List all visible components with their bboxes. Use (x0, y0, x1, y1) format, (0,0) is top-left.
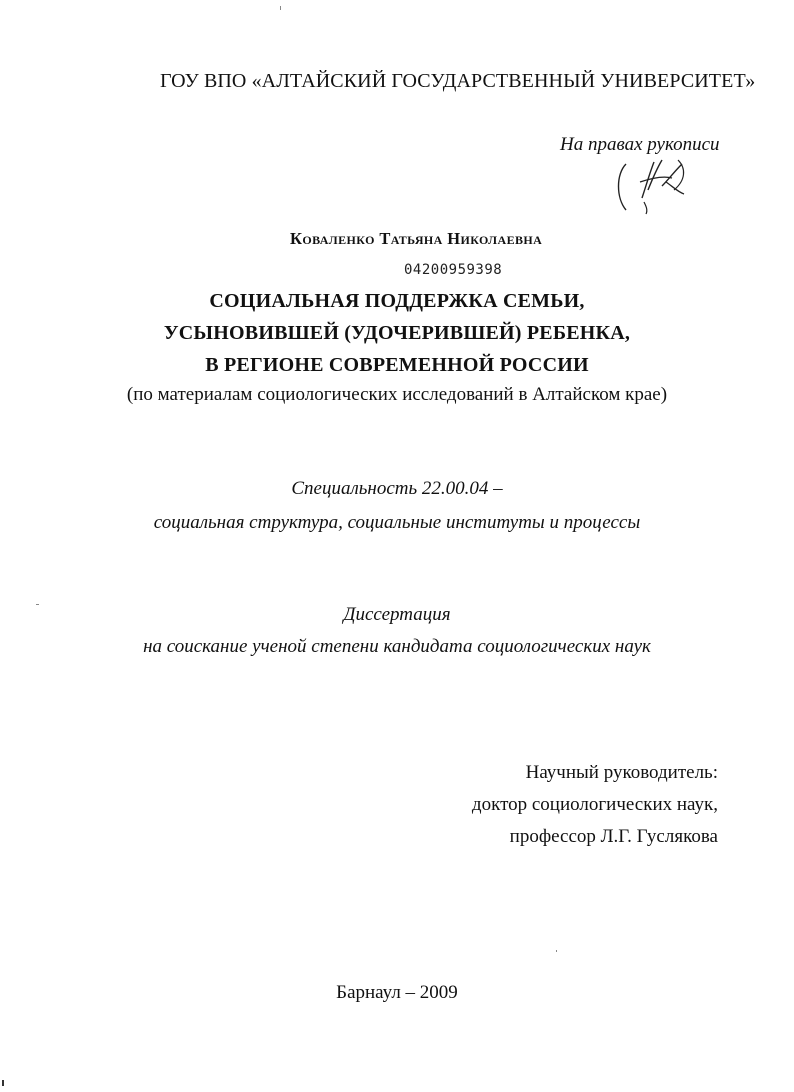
specialty-description: социальная структура, социальные институты и процессы (153, 512, 641, 533)
scan-speck (36, 604, 39, 605)
institution-name: ГОУ ВПО «АЛТАЙСКИЙ ГОСУДАРСТВЕННЫЙ УНИВЕРСИТЕТ» (160, 70, 756, 92)
title-subtitle: (по материалам социологических исследований в Алтайском крае) (126, 384, 668, 405)
title-line-3: В РЕГИОНЕ СОВРЕМЕННОЙ РОССИИ (205, 354, 589, 376)
place-year: Барнаул – 2009 (336, 982, 458, 1003)
scan-speck (2, 1080, 4, 1086)
scan-speck (556, 950, 557, 952)
supervisor-degree: доктор социологических наук, (471, 794, 718, 815)
dissertation-label: Диссертация (343, 604, 451, 625)
dissertation-description: на соискание ученой степени кандидата социологических наук (143, 636, 651, 657)
title-line-2: УСЫНОВИВШЕЙ (УДОЧЕРИВШЕЙ) РЕБЕНКА, (163, 322, 631, 344)
barcode-number: 04200959398 (404, 262, 503, 278)
specialty-label: Специальность 22.00.04 – (291, 478, 503, 499)
scan-speck (280, 6, 281, 10)
author-name: Коваленко Татьяна Николаевна (290, 229, 543, 248)
signature-icon (612, 150, 692, 216)
title-line-1: СОЦИАЛЬНАЯ ПОДДЕРЖКА СЕМЬИ, (209, 290, 585, 312)
supervisor-label: Научный руководитель: (525, 762, 718, 783)
supervisor-name: профессор Л.Г. Гуслякова (509, 826, 718, 847)
manuscript-note: На правах рукописи (560, 134, 720, 155)
